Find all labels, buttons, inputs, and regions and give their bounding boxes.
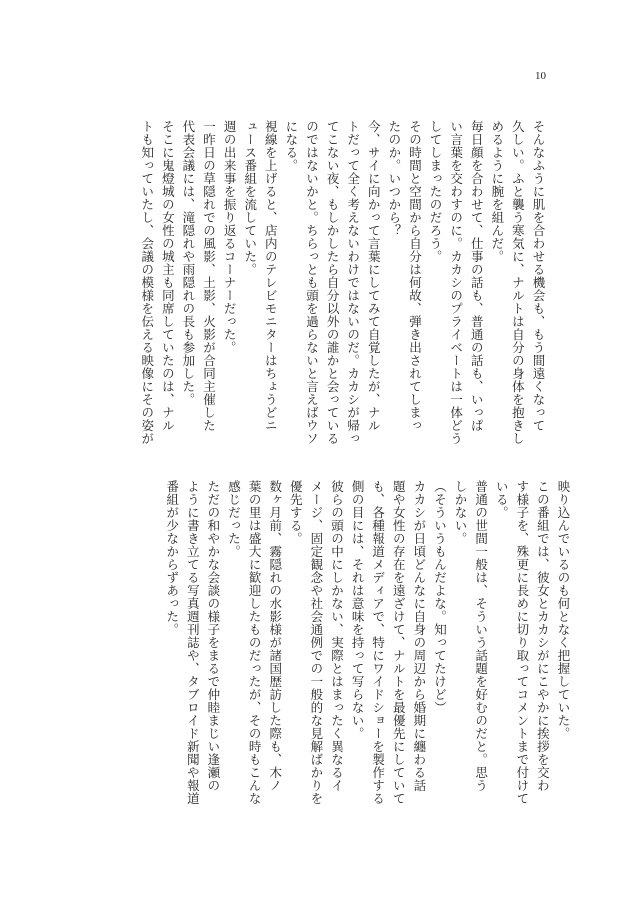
text-line: その時間と空間から自分は何故、弾き出されてしまっ	[407, 120, 423, 432]
text-line: 視線を上げると、店内のテレビモニターはちょうどニ	[263, 120, 279, 432]
text-line: この番組では、彼女とカカシがにこやかに挨拶を交わ	[535, 480, 551, 792]
text-line: めるように腕を組んだ。	[489, 120, 505, 263]
text-line: そこに鬼燈城の女性の城主も同席していたのは、ナル	[160, 120, 176, 432]
text-line: 一昨日の草隠れでの風影、土影、火影が合同主催した	[201, 120, 217, 432]
text-line: 普通の世間一般は、そういう話題を好むのだと。思う	[473, 480, 489, 792]
text-line: そんなふうに肌を合わせる機会も、もう間遠くなって	[531, 120, 546, 432]
page-number: 10	[535, 70, 546, 82]
text-line: す様子を、殊更に長めに切り取ってコメントまで付けて	[514, 480, 530, 805]
text-line: 葉の里は盛大に歓迎したものだったが、その時もこんな	[247, 480, 263, 805]
text-line: になる。	[283, 120, 299, 172]
text-line: ただの和やかな会談の様子をまるで仲睦まじい逢瀬の	[205, 480, 221, 792]
text-line: 番組が少なからずあった。	[164, 480, 180, 636]
text-line: トだって全く考えないわけではないのだ。カカシが帰っ	[345, 120, 361, 445]
text-line: 毎日顔を合わせて、仕事の話も、普通の話も、いっぱ	[469, 120, 485, 432]
text-line: （そういうもんだよな。知ってたけど）	[432, 480, 448, 714]
text-line: 週の出来事を振り返るコーナーだった。	[222, 120, 238, 354]
text-line: 題や女性の存在を遠ざけて、ナルトを最優先にしていて	[391, 480, 407, 805]
text-line: 代表会議には、滝隠れや雨隠れの長も参加した。	[180, 120, 196, 406]
lower-text-block	[153, 480, 573, 805]
text-line: 久しい。ふと襲う寒気に、ナルトは自分の身体を抱きし	[510, 120, 526, 445]
text-line: カカシが日頃どんなに自身の周辺から婚期に纏わる話	[411, 480, 427, 792]
text-line: も、各種報道メディアで、特にワイドショーを製作する	[370, 480, 386, 805]
text-line: のではないかと。ちらっとも頭を過らないと言えばウソ	[304, 120, 320, 445]
text-line: してしまったのだろう。	[428, 120, 444, 263]
text-line: 側の目には、それは意味を持って写らない。	[350, 480, 366, 740]
text-line: 優先する。	[288, 480, 304, 545]
upper-text-block	[139, 120, 548, 445]
text-line: メージ、固定観念や社会通例での一般的な見解ばかりを	[308, 480, 324, 805]
text-line: 感じだった。	[226, 480, 242, 558]
text-line: ュース番組を流していた。	[242, 120, 258, 276]
text-line: ように書き立てる写真週刊誌や、タブロイド新聞や報道	[185, 480, 201, 805]
text-line: いる。	[494, 480, 510, 519]
text-line: い言葉を交わすのに。カカシのプライベートは一体どう	[448, 120, 464, 445]
text-line: たのか。いつから？	[386, 120, 402, 237]
text-line: てこない夜、もしかしたら自分以外の誰かと会っている	[325, 120, 341, 445]
text-line: 映り込んでいるのも何となく把握していた。	[556, 480, 571, 740]
text-line: 数ヶ月前、霧隠れの水影様が諸国歴訪した際も、木ノ	[267, 480, 283, 792]
text-line: 今、サイに向かって言葉にしてみて自覚したが、ナル	[366, 120, 382, 432]
text-line: 彼らの頭の中にしかない、実際とはまったく異なるイ	[329, 480, 345, 792]
text-line: しかない。	[453, 480, 469, 545]
text-line: トも知っていたし、会議の模様を伝える映像にその姿が	[139, 120, 155, 445]
